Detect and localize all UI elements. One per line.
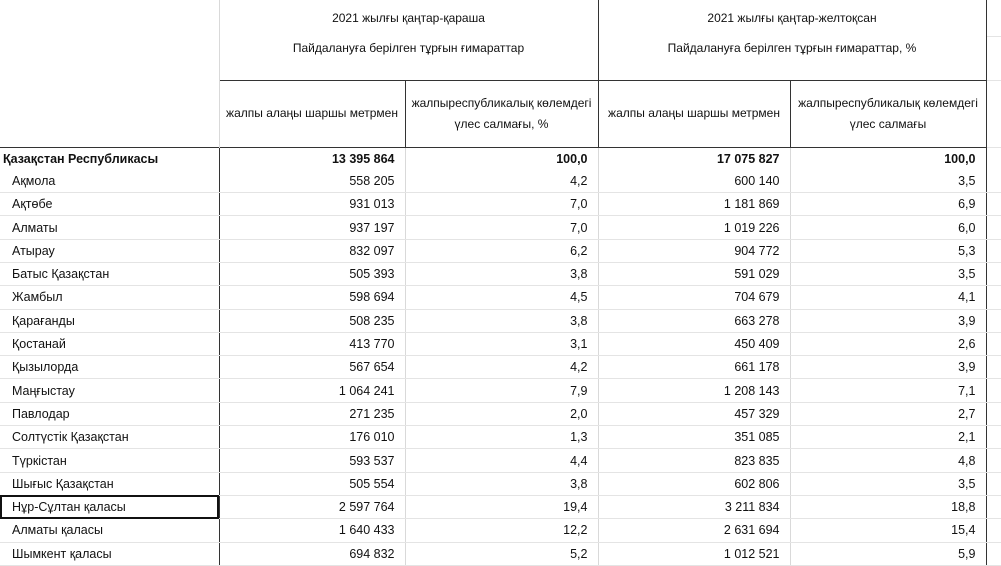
table-row <box>0 542 1001 565</box>
area-2021-12[interactable]: 1 012 521 <box>598 542 790 565</box>
share-2021-12[interactable]: 6,0 <box>790 216 986 239</box>
region-name[interactable]: Ақтөбе <box>0 193 219 216</box>
share-2021-12[interactable]: 3,5 <box>790 472 986 495</box>
region-name[interactable]: Алматы қаласы <box>0 519 219 542</box>
share-2021-12[interactable]: 18,8 <box>790 495 986 518</box>
table-row <box>0 332 1001 355</box>
area-2021-11[interactable]: 505 554 <box>219 472 405 495</box>
share-2021-11[interactable]: 100,0 <box>405 147 598 170</box>
area-2021-11[interactable]: 694 832 <box>219 542 405 565</box>
share-2021-12[interactable]: 3,9 <box>790 356 986 379</box>
col-share-2-header[interactable]: жалпыреспубликалық көлемдегі үлес салмағы <box>790 80 986 147</box>
area-2021-12[interactable]: 2 631 694 <box>598 519 790 542</box>
region-name[interactable]: Ақмола <box>0 170 219 193</box>
area-2021-12[interactable]: 600 140 <box>598 170 790 193</box>
area-2021-11[interactable]: 2 597 764 <box>219 495 405 518</box>
table-row <box>0 309 1001 332</box>
share-2021-11[interactable]: 5,2 <box>405 542 598 565</box>
share-2021-12[interactable]: 2,1 <box>790 426 986 449</box>
share-2021-12[interactable]: 5,9 <box>790 542 986 565</box>
table-row <box>0 286 1001 309</box>
share-2021-11[interactable]: 3,1 <box>405 332 598 355</box>
table-row <box>0 193 1001 216</box>
area-2021-11[interactable]: 832 097 <box>219 239 405 262</box>
share-2021-12[interactable]: 6,9 <box>790 193 986 216</box>
table-row <box>0 239 1001 262</box>
table-row <box>0 472 1001 495</box>
period2-subheader[interactable]: Пайдалануға берілген тұрғын ғимараттар, % <box>598 37 986 81</box>
region-name[interactable]: Қарағанды <box>0 309 219 332</box>
area-2021-11[interactable]: 558 205 <box>219 170 405 193</box>
region-name[interactable]: Түркістан <box>0 449 219 472</box>
total-row <box>0 147 1001 170</box>
share-2021-11[interactable]: 4,2 <box>405 170 598 193</box>
region-name[interactable]: Шымкент қаласы <box>0 542 219 565</box>
period2-header[interactable]: 2021 жылғы қаңтар-желтоқсан <box>598 0 986 37</box>
area-2021-11[interactable]: 271 235 <box>219 402 405 425</box>
share-2021-12[interactable]: 15,4 <box>790 519 986 542</box>
share-2021-12[interactable]: 2,7 <box>790 402 986 425</box>
area-2021-11[interactable]: 505 393 <box>219 262 405 285</box>
share-2021-12[interactable]: 2,6 <box>790 332 986 355</box>
share-2021-11[interactable]: 7,0 <box>405 216 598 239</box>
area-2021-12[interactable]: 904 772 <box>598 239 790 262</box>
col-share-1-header[interactable]: жалпыреспубликалық көлемдегі үлес салмағы, % <box>405 80 598 147</box>
table-row <box>0 379 1001 402</box>
area-2021-12[interactable]: 704 679 <box>598 286 790 309</box>
area-2021-12[interactable]: 450 409 <box>598 332 790 355</box>
share-2021-11[interactable]: 4,2 <box>405 356 598 379</box>
share-2021-11[interactable]: 2,0 <box>405 402 598 425</box>
area-2021-12[interactable]: 661 178 <box>598 356 790 379</box>
area-2021-12[interactable]: 3 211 834 <box>598 495 790 518</box>
area-2021-11[interactable]: 593 537 <box>219 449 405 472</box>
area-2021-12[interactable]: 351 085 <box>598 426 790 449</box>
region-name[interactable]: Батыс Қазақстан <box>0 262 219 285</box>
period1-subheader[interactable]: Пайдалануға берілген тұрғын ғимараттар <box>219 37 598 81</box>
col-area-1-header[interactable]: жалпы алаңы шаршы метрмен <box>219 80 405 147</box>
area-2021-11[interactable]: 176 010 <box>219 426 405 449</box>
table-row <box>0 449 1001 472</box>
region-name[interactable]: Атырау <box>0 239 219 262</box>
share-2021-11[interactable]: 3,8 <box>405 472 598 495</box>
share-2021-12[interactable]: 3,5 <box>790 170 986 193</box>
share-2021-12[interactable]: 5,3 <box>790 239 986 262</box>
share-2021-11[interactable]: 4,5 <box>405 286 598 309</box>
share-2021-12[interactable]: 3,5 <box>790 262 986 285</box>
area-2021-11[interactable]: 1 064 241 <box>219 379 405 402</box>
area-2021-12[interactable]: 17 075 827 <box>598 147 790 170</box>
area-2021-11[interactable]: 567 654 <box>219 356 405 379</box>
region-name[interactable]: Алматы <box>0 216 219 239</box>
region-name[interactable]: Қазақстан Республикасы <box>0 147 219 170</box>
region-name[interactable]: Павлодар <box>0 402 219 425</box>
table-row <box>0 216 1001 239</box>
area-2021-11[interactable]: 1 640 433 <box>219 519 405 542</box>
area-2021-12[interactable]: 591 029 <box>598 262 790 285</box>
area-2021-12[interactable]: 457 329 <box>598 402 790 425</box>
share-2021-11[interactable]: 6,2 <box>405 239 598 262</box>
table-row <box>0 402 1001 425</box>
area-2021-11[interactable]: 413 770 <box>219 332 405 355</box>
share-2021-12[interactable]: 4,1 <box>790 286 986 309</box>
region-name[interactable]: Солтүстік Қазақстан <box>0 426 219 449</box>
table-row <box>0 170 1001 193</box>
share-2021-11[interactable]: 3,8 <box>405 262 598 285</box>
share-2021-11[interactable]: 19,4 <box>405 495 598 518</box>
corner-cell[interactable] <box>0 0 219 37</box>
table-row <box>0 519 1001 542</box>
area-2021-11[interactable]: 937 197 <box>219 216 405 239</box>
area-2021-11[interactable]: 13 395 864 <box>219 147 405 170</box>
share-2021-11[interactable]: 7,0 <box>405 193 598 216</box>
share-2021-11[interactable]: 3,8 <box>405 309 598 332</box>
share-2021-12[interactable]: 3,9 <box>790 309 986 332</box>
area-2021-12[interactable]: 1 181 869 <box>598 193 790 216</box>
area-2021-12[interactable]: 1 208 143 <box>598 379 790 402</box>
share-2021-12[interactable]: 7,1 <box>790 379 986 402</box>
area-2021-12[interactable]: 602 806 <box>598 472 790 495</box>
share-2021-11[interactable]: 1,3 <box>405 426 598 449</box>
area-2021-12[interactable]: 1 019 226 <box>598 216 790 239</box>
share-2021-11[interactable]: 7,9 <box>405 379 598 402</box>
share-2021-12[interactable]: 100,0 <box>790 147 986 170</box>
share-2021-11[interactable]: 4,4 <box>405 449 598 472</box>
region-name[interactable]: Нұр-Сұлтан қаласы <box>0 495 219 518</box>
table-row <box>0 262 1001 285</box>
region-name[interactable]: Маңғыстау <box>0 379 219 402</box>
col-area-2-header[interactable]: жалпы алаңы шаршы метрмен <box>598 80 790 147</box>
area-2021-11[interactable]: 931 013 <box>219 193 405 216</box>
region-name[interactable]: Жамбыл <box>0 286 219 309</box>
period1-header[interactable]: 2021 жылғы қаңтар-қараша <box>219 0 598 37</box>
share-2021-11[interactable]: 12,2 <box>405 519 598 542</box>
area-2021-11[interactable]: 508 235 <box>219 309 405 332</box>
area-2021-12[interactable]: 663 278 <box>598 309 790 332</box>
area-2021-12[interactable]: 823 835 <box>598 449 790 472</box>
share-2021-12[interactable]: 4,8 <box>790 449 986 472</box>
area-2021-11[interactable]: 598 694 <box>219 286 405 309</box>
region-name[interactable]: Шығыс Қазақстан <box>0 472 219 495</box>
table-row <box>0 426 1001 449</box>
table-row <box>0 356 1001 379</box>
region-name[interactable]: Қызылорда <box>0 356 219 379</box>
table-row <box>0 495 1001 518</box>
region-name[interactable]: Қостанай <box>0 332 219 355</box>
